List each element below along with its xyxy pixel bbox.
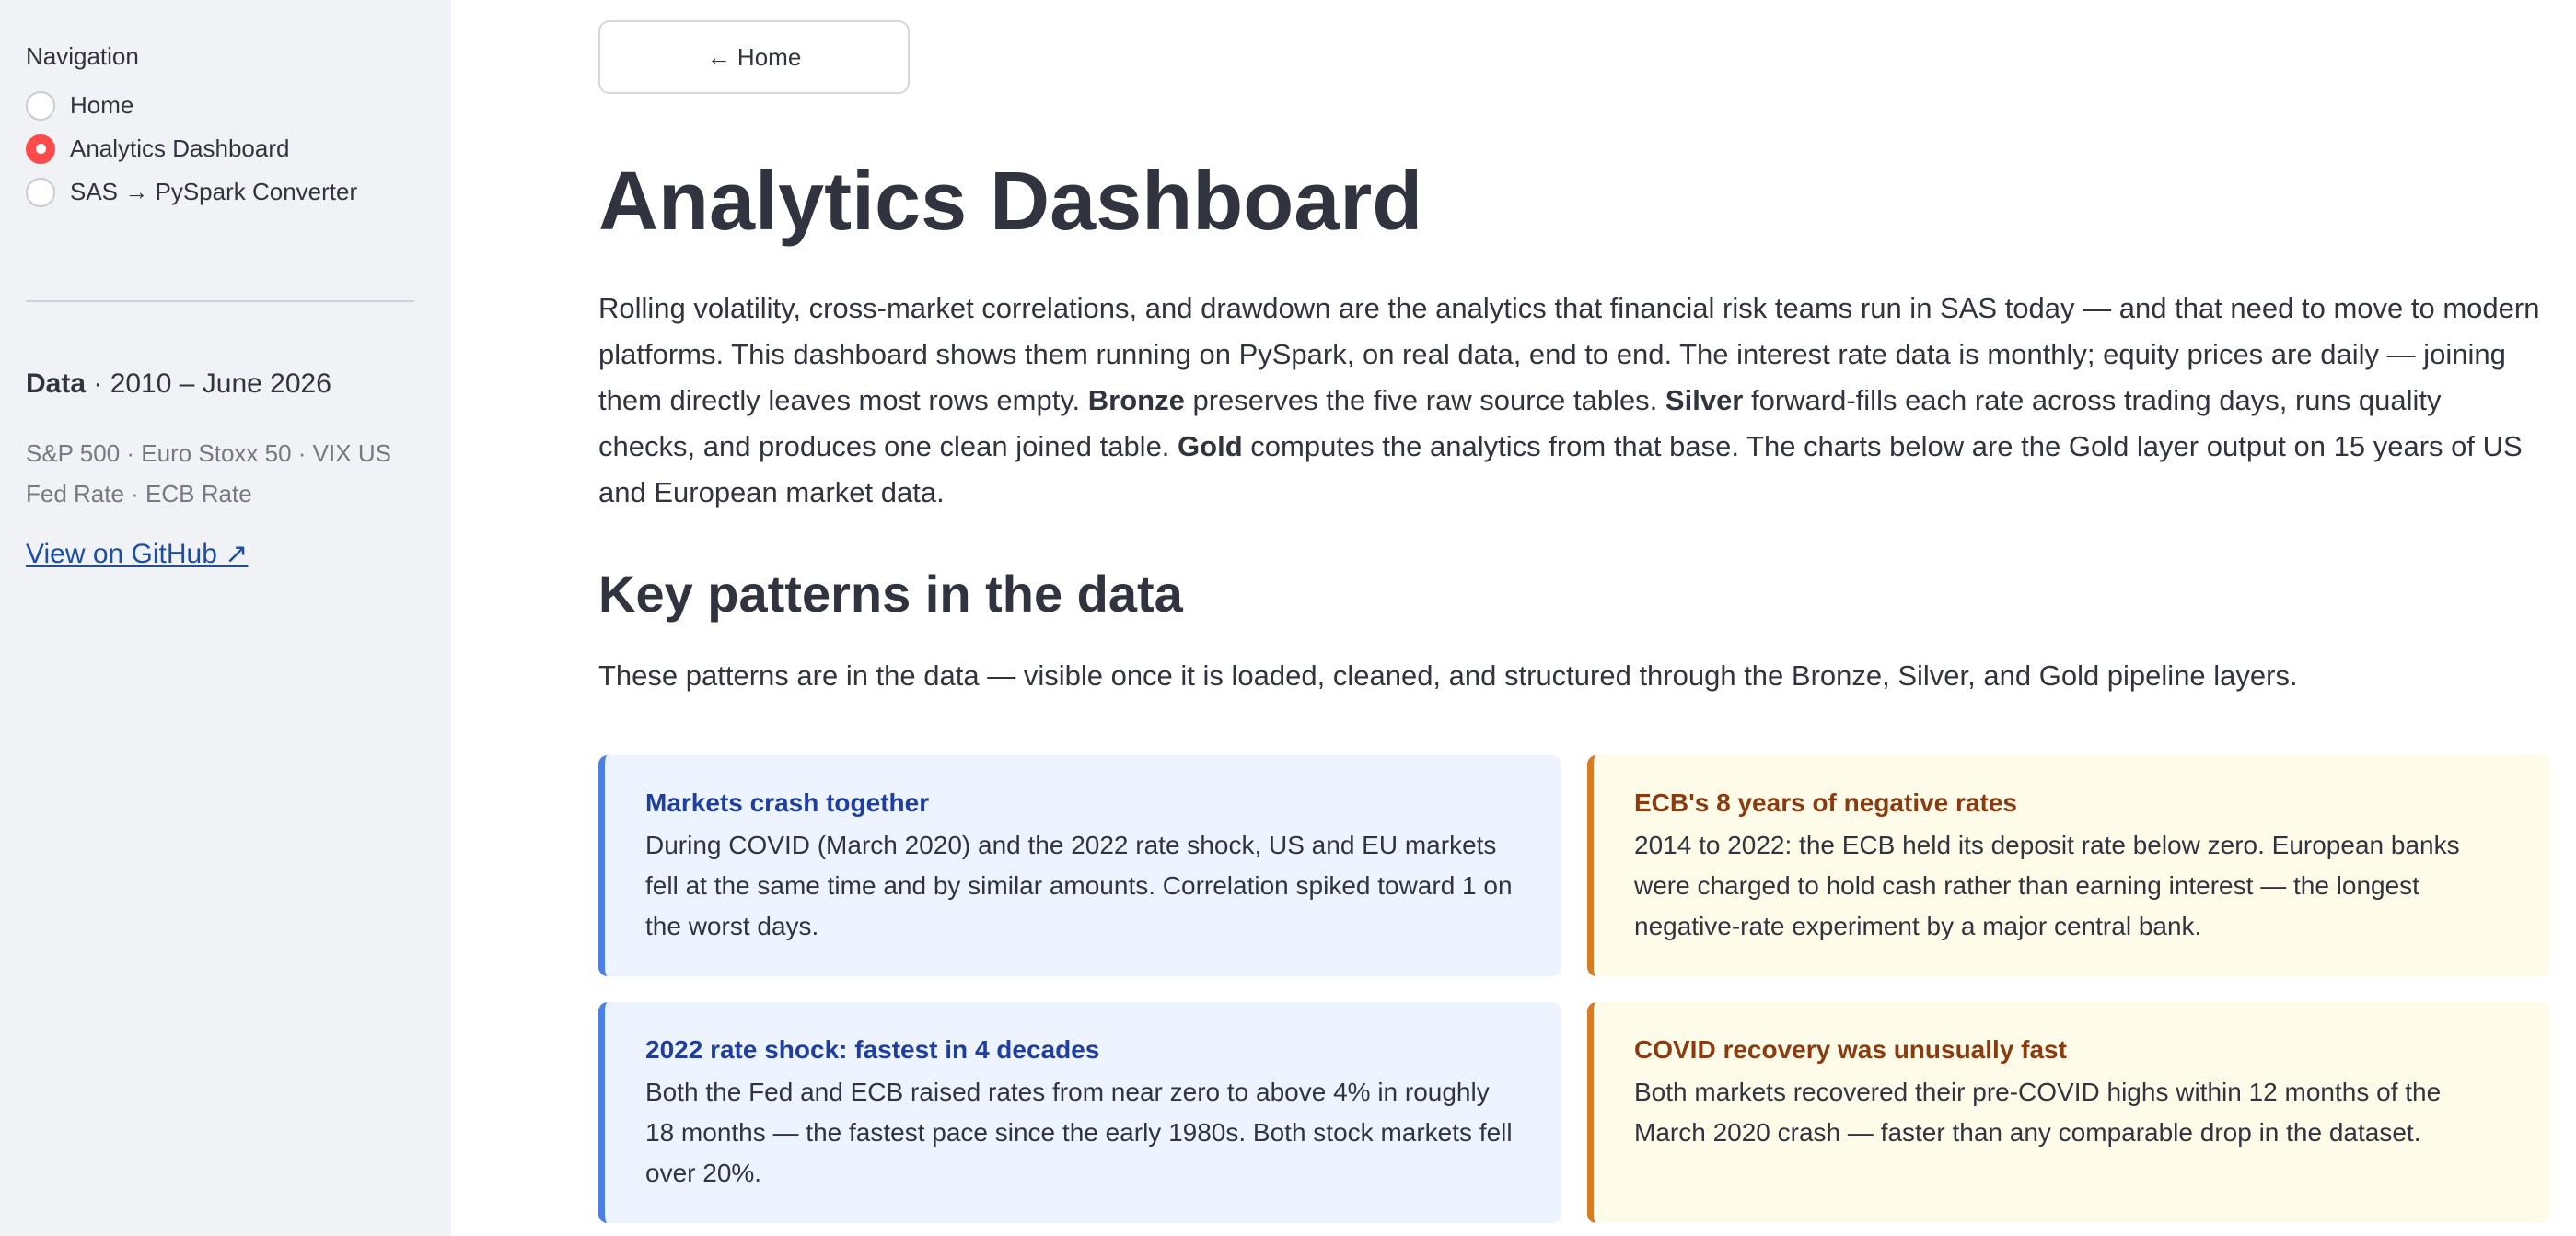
card-title: ECB's 8 years of negative rates — [1634, 788, 2017, 817]
section-title: Key patterns in the data — [598, 565, 1183, 623]
nav-title: Navigation — [26, 42, 139, 70]
nav-label-home: Home — [70, 91, 134, 119]
data-sources: S&P 500 · Euro Stoxx 50 · VIX US Fed Rate · ECB Rate — [26, 439, 391, 507]
page-title: Analytics Dashboard — [598, 156, 1423, 248]
home-button[interactable]: ← Home — [598, 20, 910, 94]
nav-radio-home[interactable] — [26, 84, 425, 127]
intro-paragraph — [598, 286, 2541, 516]
section-subtitle: These patterns are in the data — visible once it is loaded, cleaned, and structured through the Bronze, Silver, and Gold pipeline layers. — [598, 659, 2298, 692]
intro-text-4: computes the analytics from that base. The charts below are the Gold layer output on 15 years of US and European market data. — [598, 430, 2523, 508]
pattern-card-markets-crash — [598, 755, 1561, 976]
data-range — [26, 368, 425, 400]
intro-gold: Gold — [1178, 430, 1243, 462]
card-title: Markets crash together — [645, 788, 930, 817]
nav-radio-analytics-dashboard[interactable] — [26, 127, 425, 170]
intro-silver: Silver — [1665, 384, 1744, 416]
data-label: Data — [26, 368, 87, 399]
card-body: During COVID (March 2020) and the 2022 rate shock, US and EU markets fell at the same time and by similar amounts. Correlation spiked toward 1 on the worst days. — [645, 831, 1513, 940]
nav-label-sas-converter: SAS → PySpark Converter — [70, 178, 358, 205]
card-title: 2022 rate shock: fastest in 4 decades — [645, 1035, 1100, 1064]
card-title: COVID recovery was unusually fast — [1634, 1035, 2067, 1064]
radio-unselected-icon[interactable] — [26, 91, 55, 121]
intro-text-1: Rolling volatility, cross-market correlations, and drawdown are the analytics that financial risk teams run in SAS today — and that need to move to modern platforms. This dashboard shows them running on PySpark, on real data, end to end. The interest rate data is monthly; equity prices are daily — joining them directly leaves most rows empty. — [598, 292, 2540, 416]
card-body: Both the Fed and ECB raised rates from near zero to above 4% in roughly 18 months — the fastest pace since the early 1980s. Both stock markets fell over 20%. — [645, 1078, 1513, 1187]
card-body: Both markets recovered their pre-COVID highs within 12 months of the March 2020 crash — faster than any comparable drop in the dataset. — [1634, 1078, 2442, 1147]
intro-bronze: Bronze — [1087, 384, 1185, 416]
pattern-card-rate-shock — [598, 1002, 1561, 1223]
radio-unselected-icon[interactable] — [26, 178, 55, 207]
nav-radio-sas-converter[interactable] — [26, 170, 425, 214]
card-body: 2014 to 2022: the ECB held its deposit rate below zero. European banks were charged to hold cash rather than earning interest — the longest negative-rate experiment by a major central bank. — [1634, 831, 2460, 940]
sidebar-divider — [26, 300, 414, 302]
github-link[interactable]: View on GitHub ↗ — [26, 539, 249, 569]
pattern-card-ecb-negative-rates — [1587, 755, 2550, 976]
radio-selected-icon[interactable] — [26, 134, 55, 164]
data-range-text: · 2010 – June 2026 — [86, 368, 331, 399]
nav-label-analytics-dashboard: Analytics Dashboard — [70, 134, 290, 162]
intro-text-2: preserves the five raw source tables. — [1184, 384, 1665, 416]
pattern-card-covid-recovery — [1587, 1002, 2550, 1223]
intro-text-3: forward-fills each rate across trading days, runs quality checks, and produces one clean joined table. — [598, 384, 2442, 462]
sidebar — [0, 0, 451, 1236]
